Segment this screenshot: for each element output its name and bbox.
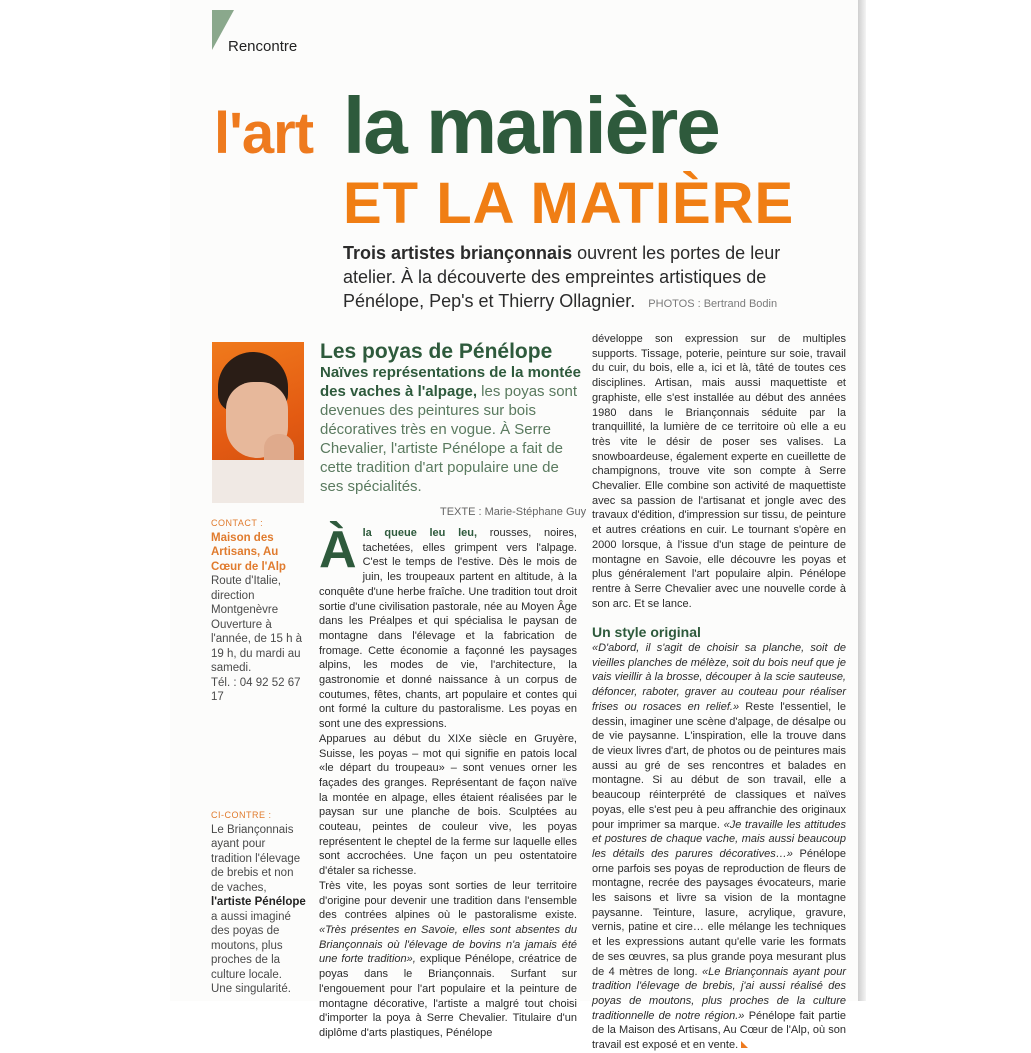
contact-address: Route d'Italie, direction Montgenèvre bbox=[211, 575, 281, 616]
paragraph-2: Apparues au début du XIXe siècle en Gruyère, Suisse, les poyas – mot qui signifie en patois local «le départ du troupeau» – sont venues orner les façades des granges. Représentant de façon naïve la montée en alpage, elles étaient réalisées par le paysan sur une planche de bois. Sculptées au couteau, peintes de couleur vive, les poyas représentent le cheptel de la ferme sur laquelle elles sont accrochées. Une façon un peu ostentatoire d'étaler sa richesse. bbox=[319, 732, 577, 878]
title-part-matiere: ET LA MATIÈRE bbox=[343, 171, 795, 236]
text-credit: TEXTE : Marie-Stéphane Guy bbox=[440, 506, 587, 518]
article-column-2 bbox=[592, 332, 846, 1053]
contact-phone: Tél. : 04 92 52 67 17 bbox=[211, 676, 301, 703]
article-intro bbox=[343, 241, 793, 316]
article-heading: Les poyas de Pénélope bbox=[320, 340, 553, 363]
portrait-shirt bbox=[212, 460, 304, 503]
paragraph-5-text-a: Reste l'essentiel, le dessin, imaginer une scène d'alpage, de désalpe ou de vie paysanne. L'inspiration, elle la trouve dans de vieux livres d'art, de photos ou de peintures mais aussi au gré de ses rencontres et balades en montagne. Si au début de son travail, elle a beaucoup réinterprété de classiques et naïves poyas, elle s'est peu à peu affranchie des originaux pour imprimer sa marque. bbox=[592, 700, 846, 831]
intro-text: ouvrent les portes de leur atelier. À la découverte des empreintes artistiques de Pénélope, Pep's et Thierry Ollagnier. bbox=[343, 243, 781, 311]
caption-label: CI-CONTRE : bbox=[211, 810, 272, 820]
paragraph-5-text-b: Pénélope orne parfois ses poyas de reproduction de fleurs de montagne, recrée des paysages évocateurs, marie les saisons et livre sa vision de la montagne paysanne. Teinture, lasure, acrylique, gravure, vernis, patine et cire… elle mélange les techniques et les expressions autant qu'elle varie les formats de ses œuvres, sa plus grande poya mesurant plus de 4 mètres de long. bbox=[592, 847, 847, 978]
paragraph-5 bbox=[592, 641, 846, 1053]
paragraph-1-text: rousses, noires, tachetées, elles grimpent vers l'alpage. C'est le temps de l'estive. Dès le mois de juin, les troupeaux partent en altitude, à la conquête d'une herbe fraîche. Une tradition tout droit sortie d'une civilisation pastorale, née au Moyen Âge dans les Préalpes et qui spécialisa le paysan de montagne dans l'élevage et la fabrication de fromage. Cette économie a façonné les paysages alpins, les modes de vie, l'architecture, la gastronomie et donné naissance à un corpus de coutumes, fêtes, chants, art populaire et contes qui ont formé la culture du pastoralisme. Les poyas en sont une des expressions. bbox=[319, 527, 577, 731]
deck-text: les poyas sont devenues des peintures sur bois décoratives très en vogue. À Serre Chevalier, l'artiste Pénélope a fait de cette tradition d'art populaire une de ses spécialités. bbox=[320, 383, 578, 495]
contact-label: CONTACT : bbox=[211, 518, 264, 528]
paragraph-3 bbox=[319, 879, 577, 1041]
portrait-photo bbox=[212, 342, 304, 503]
contact-org: Maison des Artisans, Au Cœur de l'Alp bbox=[211, 531, 286, 573]
deck-bold: Naïves représentations de la montée des vaches à l'alpage, bbox=[320, 364, 581, 400]
paragraph-3-text-a: Très vite, les poyas sont sorties de leur territoire d'origine pour devenir une tradition dans l'ensemble des contrées alpines où le pastoralisme existe. bbox=[319, 879, 577, 922]
section-rubric: Rencontre bbox=[228, 38, 298, 55]
paragraph-3-text-b: explique Pénélope, créatrice de poyas dans le Briançonnais. Surfant sur l'engouement pour l'art populaire et la peinture de montagne décorative, l'artiste a malgré tout choisi d'importer la poya à Serre Chevalier. Titulaire d'un diplôme d'arts plastiques, Pénélope bbox=[319, 953, 577, 1039]
paragraph-5-quote-3: «Le Briançonnais ayant pour tradition l'élevage de brebis, j'ai aussi réalisé des poyas de moutons, plus proches de la culture traditionnelle de notre région.» bbox=[592, 965, 846, 1022]
title-part-maniere: la manière bbox=[343, 81, 719, 170]
drop-cap: À bbox=[319, 521, 357, 579]
article-deck bbox=[320, 363, 582, 496]
paragraph-5-quote-2: «Je travaille les attitudes et postures de chaque vache, mais aussi beaucoup les détails des parures décoratives…» bbox=[592, 818, 847, 860]
lead-in: la queue leu leu, bbox=[362, 527, 478, 539]
paragraph-5-quote-1: «D'abord, il s'agit de choisir sa planche, soit de vieilles planches de mélèze, soit du bois neuf que je vais vieillir à la brosse, découper à la scie sauteuse, défoncer, raboter, graver au couteau pour réaliser frises ou rosaces en relief.» bbox=[592, 642, 846, 713]
photo-caption bbox=[211, 808, 306, 997]
subheading: Un style original bbox=[592, 624, 701, 641]
contact-hours: Ouverture à l'année, de 15 h à 19 h, du mardi au samedi. bbox=[211, 618, 303, 674]
paragraph-3-quote: «Très présentes en Savoie, elles sont absentes du Briançonnais où l'élevage de bovins n'a jamais été une forte tradition», bbox=[319, 923, 577, 966]
paragraph-1 bbox=[319, 521, 577, 732]
caption-text-1: Le Briançonnais ayant pour tradition l'élevage de brebis et non de vaches, bbox=[211, 823, 301, 894]
caption-bold: l'artiste Pénélope bbox=[211, 896, 306, 908]
title-part-art: l'art bbox=[214, 101, 314, 166]
article-column-1 bbox=[319, 521, 577, 1041]
end-of-article-mark bbox=[741, 1041, 748, 1048]
caption-text-2: a aussi imaginé des poyas de moutons, plus proches de la culture locale. Une singularité. bbox=[211, 910, 291, 995]
page-edge-shadow bbox=[858, 0, 866, 1001]
paragraph-5-text-c: Pénélope fait partie de la Maison des Artisans, Au Cœur de l'Alp, où son travail est exposé et en vente. bbox=[592, 1009, 846, 1052]
paragraph-4: développe son expression sur de multiples supports. Tissage, poterie, peinture sur soie, travail du cuir, du bois, elle a, ici et là, tâté de toutes ces disciplines. Artisan, mais aussi maquettiste et graphiste, elle s'est installée au début des années 1980 dans le Briançonnais séduite par la tranquillité, la lumière de ce territoire où elle a eu très vite le désir de poser ses valises. La snowboardeuse, également experte en cueillette de champignons, trouve vite son compte à Serre Chevalier. Elle combine son activité de maquettiste avec sa passion de l'artisanat et jongle avec des travaux d'édition, d'impression sur tissu, de peinture et autres créations en cuir. Le tournant s'opère en 2000 lorsque, à l'issue d'un stage de peinture de montagne en Savoie, elle découvre les poyas et plus généralement l'art populaire alpin. Pénélope rentre à Serre Chevalier avec une nouvelle corde à son arc. Et se lance. bbox=[592, 333, 846, 610]
photos-credit: PHOTOS : Bertrand Bodin bbox=[648, 298, 778, 310]
contact-box bbox=[211, 516, 306, 705]
intro-bold: Trois artistes briançonnais bbox=[343, 243, 573, 263]
